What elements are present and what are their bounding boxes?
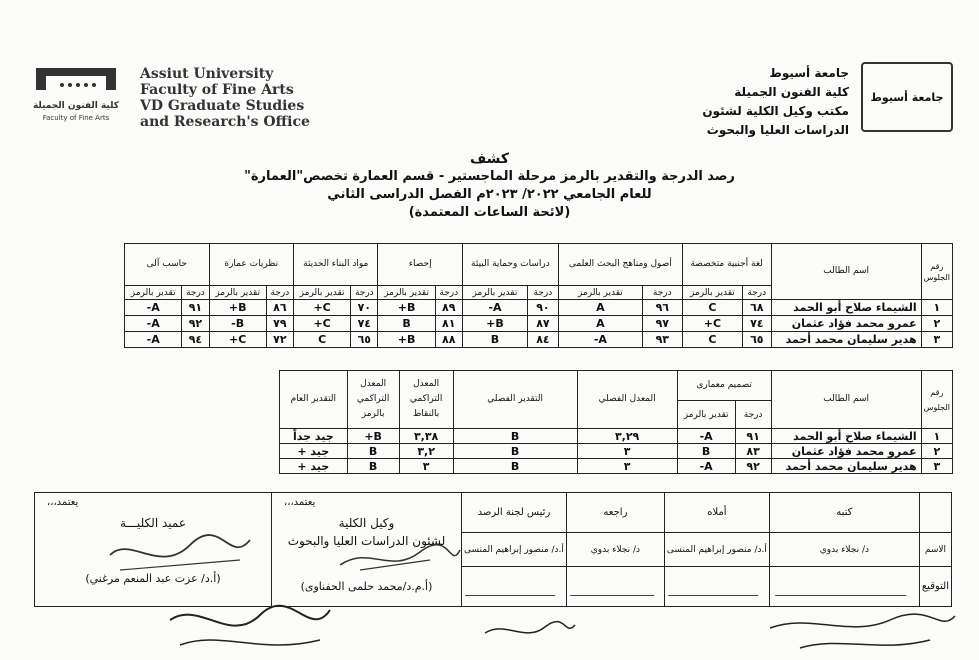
cum-symbol-cell: B xyxy=(347,459,399,474)
handwritten-scribble xyxy=(760,608,960,656)
sig-col-title: كتبه xyxy=(769,493,919,533)
overall-cell: جيد جداً xyxy=(280,429,348,444)
symbol-subheader: تقدير بالرمز xyxy=(378,286,435,300)
symbol-subheader: تقدير بالرمز xyxy=(294,286,351,300)
header-line: Assiut University xyxy=(140,66,274,82)
seat-header: رقم الجلوس xyxy=(921,371,952,429)
grade-cell: ٩٦ xyxy=(642,300,682,316)
symbol-cell: A- xyxy=(125,316,182,332)
overall-header: التقدير العام xyxy=(280,371,348,429)
symbol-cell: B xyxy=(462,332,527,348)
grade-subheader: درجة xyxy=(351,286,378,300)
symbol-subheader: تقدير بالرمز xyxy=(682,286,742,300)
grade-cell: ٧٤ xyxy=(742,316,771,332)
grade-cell: ٨٩ xyxy=(435,300,462,316)
signature-mark xyxy=(461,567,566,607)
student-name: عمرو محمد فؤاد عثمان xyxy=(771,316,921,332)
subject-header: مواد البناء الحديثة xyxy=(294,244,378,286)
design-header: تصميم معمارى xyxy=(677,371,771,401)
cum-points-cell: ٣,٣٨ xyxy=(399,429,453,444)
symbol-cell: B+ xyxy=(209,300,266,316)
handwritten-scribble xyxy=(160,600,340,655)
grade-cell: ٧٤ xyxy=(351,316,378,332)
grade-cell: ٦٥ xyxy=(742,332,771,348)
semester-grade-cell: B xyxy=(453,429,577,444)
symbol-cell: A xyxy=(558,316,642,332)
student-name: الشيماء صلاح أبو الحمد xyxy=(771,300,921,316)
semester-avg-cell: ٣ xyxy=(577,459,677,474)
title-line: للعام الجامعي ٢٠٢٢/ ٢٠٢٣م الفصل الدراسى الثاني xyxy=(327,187,652,202)
sig-col-title: رئيس لجنة الرصد xyxy=(461,493,566,533)
sig-col-title: راجعه xyxy=(566,493,664,533)
cum-points-header: المعدل التراكمي بالنقاط xyxy=(399,371,453,429)
seat-number: ٢ xyxy=(921,444,952,459)
name-header: اسم الطالب xyxy=(771,244,921,300)
symbol-cell: B+ xyxy=(378,332,435,348)
seat-number: ٣ xyxy=(921,332,952,348)
logo-english-text: Faculty of Fine Arts xyxy=(42,114,110,122)
signature-mark xyxy=(769,567,919,607)
english-header xyxy=(140,66,310,130)
subject-header: إحصاء xyxy=(378,244,462,286)
subject-header: لغة أجنبية متخصصة xyxy=(682,244,771,286)
cum-symbol-cell: B+ xyxy=(347,429,399,444)
symbol-cell: A- xyxy=(462,300,527,316)
table-row xyxy=(125,332,953,348)
header-line: كلية الفنون الجميلة xyxy=(734,85,849,99)
grade-subheader: درجة xyxy=(435,286,462,300)
table-row xyxy=(125,316,953,332)
vice-dean-name: (أ.م.د/محمد حلمى الحفناوى) xyxy=(300,580,433,593)
title-line: (لائحة الساعات المعتمدة) xyxy=(408,205,571,220)
subject-header: حاسب آلى xyxy=(125,244,210,286)
symbol-subheader: تقدير بالرمز xyxy=(677,401,735,429)
vice-dean-role-line: لشئون الدراسات العليا والبحوث xyxy=(287,534,446,548)
symbol-cell: A- xyxy=(558,332,642,348)
symbol-cell: C+ xyxy=(209,332,266,348)
handwritten-scribble xyxy=(480,615,580,645)
arabic-header xyxy=(702,64,849,140)
name-header: اسم الطالب xyxy=(771,371,921,429)
faculty-logo xyxy=(28,66,124,126)
approve-label: يعتمد،،، xyxy=(283,497,316,508)
grade-cell: ٧٢ xyxy=(266,332,293,348)
grade-cell: ٧٠ xyxy=(351,300,378,316)
cum-symbol-header: المعدل التراكمي بالرمز xyxy=(347,371,399,429)
student-name: هدير سليمان محمد أحمد xyxy=(771,332,921,348)
table-row xyxy=(280,444,953,459)
cum-points-cell: ٣,٢ xyxy=(399,444,453,459)
symbol-subheader: تقدير بالرمز xyxy=(209,286,266,300)
logo-arabic-text: كلية الفنون الجميلة xyxy=(32,101,120,111)
sig-name: د/ نجلاء بدوي xyxy=(769,533,919,567)
symbol-cell: A- xyxy=(125,332,182,348)
name-row-label: الاسم xyxy=(919,533,951,567)
seat-number: ١ xyxy=(921,429,952,444)
header-line: جامعة أسيوط xyxy=(769,66,849,80)
cum-points-cell: ٣ xyxy=(399,459,453,474)
symbol-cell: C xyxy=(682,332,742,348)
approve-label: يعتمد،،، xyxy=(47,497,79,508)
seat-number: ٢ xyxy=(921,316,952,332)
sig-name: أ.د/ منصور إبراهيم المنسى xyxy=(664,533,769,567)
cum-symbol-cell: B xyxy=(347,444,399,459)
grade-cell: ٩٢ xyxy=(735,459,771,474)
semester-grade-cell: B xyxy=(453,459,577,474)
symbol-cell: C+ xyxy=(682,316,742,332)
symbol-cell: B- xyxy=(209,316,266,332)
symbol-cell: A- xyxy=(125,300,182,316)
corner-cell xyxy=(919,493,951,533)
grade-cell: ٦٨ xyxy=(742,300,771,316)
header-line: and Research's Office xyxy=(140,114,310,130)
seat-number: ١ xyxy=(921,300,952,316)
symbol-cell: C+ xyxy=(294,300,351,316)
grade-cell: ٨١ xyxy=(435,316,462,332)
header-line: الدراسات العليا والبحوث xyxy=(706,123,849,137)
student-name: الشيماء صلاح أبو الحمد xyxy=(771,429,921,444)
document-title xyxy=(0,150,979,222)
grade-subheader: درجة xyxy=(182,286,209,300)
subject-header: نظريات عمارة xyxy=(209,244,293,286)
subject-header: دراسات وحماية البيئة xyxy=(462,244,558,286)
grade-cell: ٧٩ xyxy=(266,316,293,332)
grade-cell: ٨٦ xyxy=(266,300,293,316)
table-row xyxy=(125,300,953,316)
sig-name: أ.د/ منصور إبراهيم المنسى xyxy=(461,533,566,567)
grade-cell: ٩٢ xyxy=(182,316,209,332)
symbol-subheader: تقدير بالرمز xyxy=(125,286,182,300)
grade-subheader: درجة xyxy=(527,286,558,300)
symbol-subheader: تقدير بالرمز xyxy=(558,286,642,300)
symbol-cell: C+ xyxy=(294,316,351,332)
grade-cell: ٨٨ xyxy=(435,332,462,348)
header-line: VD Graduate Studies xyxy=(140,98,305,114)
seat-header: رقم الجلوس xyxy=(921,244,952,300)
semester-avg-header: المعدل الفصلي xyxy=(577,371,677,429)
symbol-cell: B+ xyxy=(462,316,527,332)
header-line: مكتب وكيل الكلية لشئون xyxy=(702,104,849,118)
grade-cell: ٨٤ xyxy=(527,332,558,348)
grade-cell: ٩١ xyxy=(735,429,771,444)
dean-role: عميد الكليـــة xyxy=(119,516,186,530)
symbol-cell: A- xyxy=(677,459,735,474)
symbol-cell: C xyxy=(294,332,351,348)
overall-cell: جيد + xyxy=(280,444,348,459)
symbol-cell: B xyxy=(378,316,435,332)
sig-name: د/ نجلاء بدوي xyxy=(566,533,664,567)
grade-cell: ٩٧ xyxy=(642,316,682,332)
sig-col-title: أملاه xyxy=(664,493,769,533)
grades-table-1 xyxy=(124,243,953,348)
student-name: عمرو محمد فؤاد عثمان xyxy=(771,444,921,459)
seat-number: ٣ xyxy=(921,459,952,474)
semester-avg-cell: ٣ xyxy=(577,444,677,459)
grade-cell: ٩٠ xyxy=(527,300,558,316)
semester-avg-cell: ٣,٢٩ xyxy=(577,429,677,444)
title-line: رصد الدرجة والتقدير بالرمز مرحلة الماجستير - قسم العمارة تخصص"العمارة" xyxy=(244,169,735,184)
symbol-cell: A- xyxy=(677,429,735,444)
grade-cell: ٩٣ xyxy=(642,332,682,348)
title-line: كشف xyxy=(469,151,510,167)
grades-table-2 xyxy=(279,370,953,474)
dean-name: (أ.د/ عزت عبد المنعم مرغني) xyxy=(85,572,221,585)
dean-signature xyxy=(100,525,260,585)
table-row xyxy=(280,459,953,474)
grade-cell: ٨٧ xyxy=(527,316,558,332)
symbol-cell: A xyxy=(558,300,642,316)
symbol-cell: B xyxy=(677,444,735,459)
university-logo xyxy=(861,62,953,132)
signature-mark xyxy=(566,567,664,607)
overall-cell: جيد + xyxy=(280,459,348,474)
header-line: Faculty of Fine Arts xyxy=(140,82,294,98)
grade-cell: ٨٣ xyxy=(735,444,771,459)
grade-cell: ٦٥ xyxy=(351,332,378,348)
symbol-cell: B+ xyxy=(378,300,435,316)
grade-subheader: درجة xyxy=(742,286,771,300)
grade-subheader: درجة xyxy=(735,401,771,429)
sign-row-label: التوقيع xyxy=(919,567,951,607)
grade-cell: ٩١ xyxy=(182,300,209,316)
symbol-cell: C xyxy=(682,300,742,316)
vice-dean-role-line: وكيل الكلية xyxy=(338,516,395,530)
vice-dean-signature xyxy=(330,540,470,580)
university-logo-text: جامعة أسيوط xyxy=(870,90,944,104)
semester-grade-header: التقدير الفصلي xyxy=(453,371,577,429)
symbol-subheader: تقدير بالرمز xyxy=(462,286,527,300)
grade-subheader: درجة xyxy=(266,286,293,300)
table-row xyxy=(280,429,953,444)
grade-subheader: درجة xyxy=(642,286,682,300)
grade-cell: ٩٤ xyxy=(182,332,209,348)
subject-header: أصول ومناهج البحث العلمى xyxy=(558,244,682,286)
semester-grade-cell: B xyxy=(453,444,577,459)
signature-mark xyxy=(664,567,769,607)
student-name: هدير سليمان محمد أحمد xyxy=(771,459,921,474)
